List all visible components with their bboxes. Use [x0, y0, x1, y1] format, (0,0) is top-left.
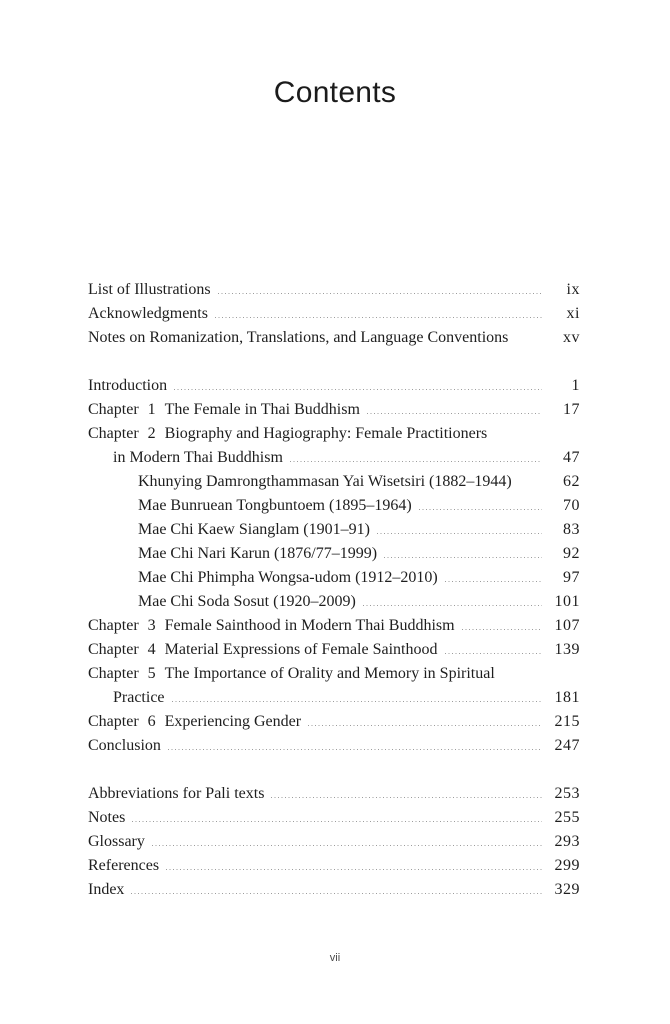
- dot-leader: [271, 797, 542, 798]
- entry-title: in Modern Thai Buddhism: [113, 449, 283, 466]
- entry-title: Mae Chi Phimpha Wongsa-udom (1912–2010): [138, 569, 438, 586]
- entry-page: 107: [554, 617, 580, 634]
- chapter-number: 3: [147, 617, 156, 634]
- entry-title: Index: [88, 881, 125, 898]
- toc-entry: [88, 638, 580, 662]
- toc-subentry: [88, 590, 580, 614]
- entry-title: Glossary: [88, 833, 145, 850]
- dot-leader: [462, 629, 542, 630]
- toc-entry-continuation: [88, 446, 580, 470]
- dot-leader: [377, 533, 542, 534]
- entry-page: 293: [554, 833, 580, 850]
- entry-page: 253: [554, 785, 580, 802]
- entry-title: Biography and Hagiography: Female Practitioners: [164, 425, 488, 442]
- entry-page: xi: [566, 305, 580, 322]
- entry-title: Mae Bunruean Tongbuntoem (1895–1964): [138, 497, 412, 514]
- toc-entry: [88, 326, 580, 350]
- toc-entry: [88, 662, 580, 686]
- dot-leader: [174, 389, 542, 390]
- toc-entry: [88, 854, 580, 878]
- dot-leader: [445, 653, 543, 654]
- dot-leader: [515, 341, 542, 342]
- dot-leader: [290, 461, 542, 462]
- entry-title: List of Illustrations: [88, 281, 211, 298]
- chapter-number: 4: [147, 641, 156, 658]
- dot-leader: [172, 701, 542, 702]
- entry-page: 1: [571, 377, 580, 394]
- entry-title: Mae Chi Nari Karun (1876/77–1999): [138, 545, 378, 562]
- toc-subentry: [88, 518, 580, 542]
- toc-entry-continuation: [88, 686, 580, 710]
- chapter-label: Chapter: [88, 401, 139, 418]
- dot-leader: [168, 749, 542, 750]
- entry-page: 247: [554, 737, 580, 754]
- entry-title: The Female in Thai Buddhism: [164, 401, 360, 418]
- dot-leader: [384, 557, 542, 558]
- dot-leader: [308, 725, 542, 726]
- entry-page: 83: [563, 521, 580, 538]
- entry-page: 70: [563, 497, 580, 514]
- page-title: Contents: [273, 76, 397, 109]
- entry-page: 215: [554, 713, 580, 730]
- page-folio: vii: [329, 952, 341, 964]
- entry-page: 101: [554, 593, 580, 610]
- toc-entry: [88, 734, 580, 758]
- entry-title: Conclusion: [88, 737, 161, 754]
- entry-page: 299: [554, 857, 580, 874]
- entry-page: 92: [563, 545, 580, 562]
- chapter-label: Chapter: [88, 665, 139, 682]
- entry-page: 329: [554, 881, 580, 898]
- entry-title: Mae Chi Soda Sosut (1920–2009): [138, 593, 356, 610]
- dot-leader: [519, 485, 542, 486]
- toc-subentry: [88, 566, 580, 590]
- entry-page: 181: [554, 689, 580, 706]
- entry-page: 139: [554, 641, 580, 658]
- entry-page: xv: [563, 329, 580, 346]
- toc-subentry: [88, 494, 580, 518]
- entry-title: The Importance of Orality and Memory in Spiritual: [164, 665, 495, 682]
- toc-entry: [88, 398, 580, 422]
- entry-title: Acknowledgments: [88, 305, 208, 322]
- entry-page: 17: [563, 401, 580, 418]
- entry-page: 255: [554, 809, 580, 826]
- dot-leader: [367, 413, 542, 414]
- entry-title: References: [88, 857, 160, 874]
- toc-subentry: [88, 542, 580, 566]
- dot-leader: [166, 869, 542, 870]
- chapter-label: Chapter: [88, 713, 139, 730]
- toc-entry: [88, 878, 580, 902]
- dot-leader: [363, 605, 542, 606]
- toc-entry: [88, 710, 580, 734]
- dot-leader: [131, 893, 542, 894]
- toc-entry: [88, 278, 580, 302]
- toc-entry: [88, 302, 580, 326]
- entry-title: Abbreviations for Pali texts: [88, 785, 265, 802]
- entry-page: 47: [563, 449, 580, 466]
- toc-entry: [88, 830, 580, 854]
- entry-page: ix: [566, 281, 580, 298]
- entry-title: Material Expressions of Female Sainthood: [164, 641, 438, 658]
- entry-page: 62: [563, 473, 580, 490]
- toc-entry: [88, 374, 580, 398]
- dot-leader: [215, 317, 542, 318]
- chapter-number: 1: [147, 401, 156, 418]
- dot-leader: [445, 581, 542, 582]
- toc-entry: [88, 782, 580, 806]
- entry-title: Notes: [88, 809, 126, 826]
- chapter-number: 5: [147, 665, 156, 682]
- toc-entry: [88, 806, 580, 830]
- toc-entry: [88, 422, 580, 446]
- dot-leader: [419, 509, 542, 510]
- entry-title: Khunying Damrongthammasan Yai Wisetsiri (1882–1944): [138, 473, 512, 490]
- table-of-contents: [88, 278, 580, 902]
- entry-title: Notes on Romanization, Translations, and Language Conventions: [88, 329, 509, 346]
- toc-subentry: [88, 470, 580, 494]
- chapter-number: 6: [147, 713, 156, 730]
- toc-entry: [88, 614, 580, 638]
- chapter-number: 2: [147, 425, 156, 442]
- chapter-label: Chapter: [88, 425, 139, 442]
- entry-title: Practice: [113, 689, 165, 706]
- chapter-label: Chapter: [88, 617, 139, 634]
- chapter-label: Chapter: [88, 641, 139, 658]
- entry-title: Introduction: [88, 377, 168, 394]
- entry-title: Female Sainthood in Modern Thai Buddhism: [164, 617, 455, 634]
- dot-leader: [152, 845, 542, 846]
- entry-title: Mae Chi Kaew Sianglam (1901–91): [138, 521, 370, 538]
- dot-leader: [218, 293, 542, 294]
- entry-page: 97: [563, 569, 580, 586]
- dot-leader: [132, 821, 542, 822]
- entry-title: Experiencing Gender: [164, 713, 302, 730]
